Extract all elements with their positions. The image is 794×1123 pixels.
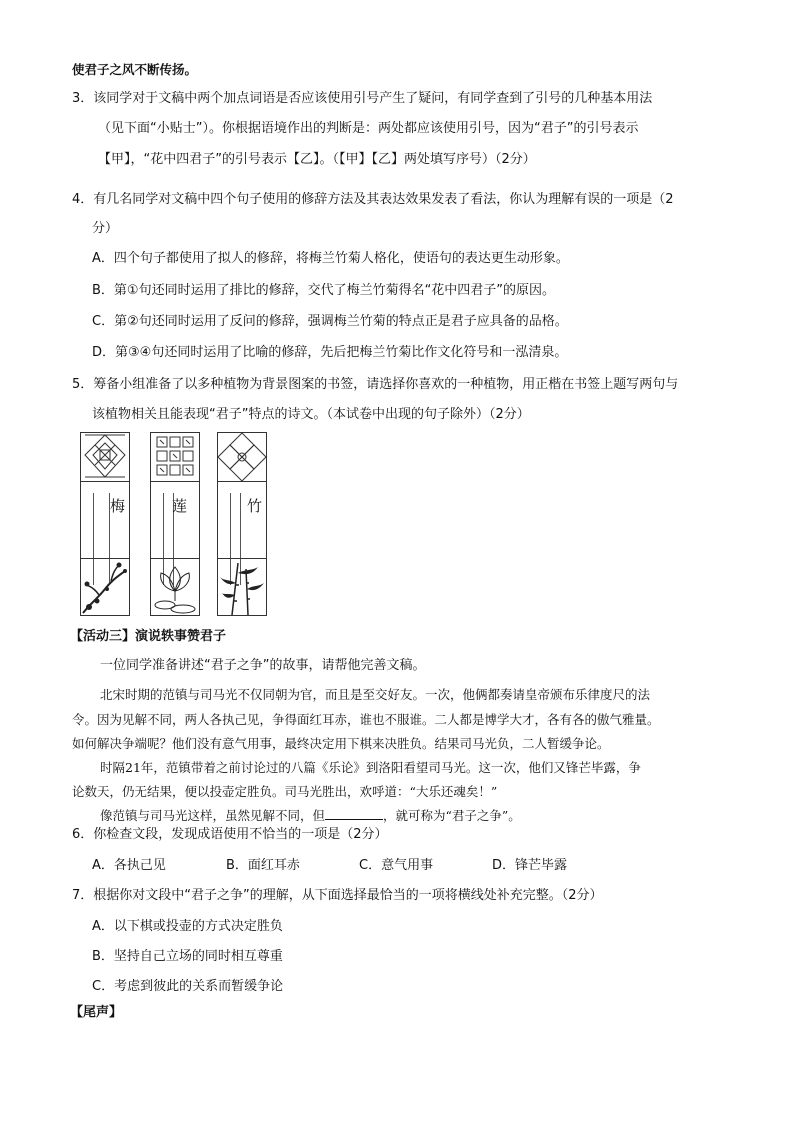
q6-option-a: A．各执己见 — [92, 858, 166, 873]
q6-option-d: D．锋芒毕露 — [492, 858, 568, 873]
story-line: 如何解决争端呢？他们没有意气用事，最终决定用下棋来决胜负。结果司马光负，二人暂缓争论。 — [72, 736, 610, 751]
bookmark-name: 莲 — [171, 497, 187, 515]
answer-blank[interactable] — [325, 807, 383, 820]
lotus-icon — [151, 558, 199, 615]
diamond-pattern-icon — [218, 433, 266, 482]
q3-line2: （见下面“小贴士”）。你根据语境作出的判断是：两处都应该使用引号，因为“君子”的引号表示 — [98, 121, 639, 136]
q4-line2: 分） — [92, 221, 119, 236]
story-line: 论数天，仍无结果，便以投壶定胜负。司马光胜出，欢呼道：“大乐还魂矣！” — [72, 784, 498, 799]
q5-line2: 该植物相关且能表现“君子”特点的诗文。（本试卷中出现的句子除外）（2分） — [92, 407, 530, 422]
story-blank-before: 像范镇与司马光这样，虽然见解不同，但 — [100, 808, 326, 823]
story-line: 令。因为见解不同，两人各执己见，争得面红耳赤，谁也不服谁。二人都是博学大才，各有各的傲气雅量。 — [72, 712, 660, 727]
activity3-heading: 【活动三】演说轶事赞君子 — [70, 629, 227, 644]
intro-tail: 使君子之风不断传扬。 — [72, 62, 198, 77]
q7-stem: 7．根据你对文段中“君子之争”的理解，从下面选择最恰当的一项将横线处补充完整。（2分） — [72, 888, 603, 903]
q7-option-b: B．坚持自己立场的同时相互尊重 — [92, 949, 283, 964]
bamboo-icon — [218, 558, 266, 615]
story-line-blank — [100, 807, 521, 825]
plum-blossom-icon — [81, 558, 129, 615]
q6-option-b: B．面红耳赤 — [226, 858, 300, 873]
q4-option-c: C．第②句还同时运用了反问的修辞，强调梅兰竹菊的特点正是君子应具备的品格。 — [92, 314, 568, 329]
lattice-pattern-icon — [81, 433, 129, 482]
epilogue-heading: 【尾声】 — [70, 1005, 123, 1020]
q6-option-c: C．意气用事 — [359, 858, 434, 873]
bookmark-name: 竹 — [246, 497, 262, 515]
q6-stem: 6．你检查文段，发现成语使用不恰当的一项是（2分） — [72, 827, 388, 842]
story-line: 时隔21年，范镇带着之前讨论过的八篇《乐论》到洛阳看望司马光。这一次，他们又锋芒毕露，争 — [100, 760, 641, 775]
bookmark-lotus — [150, 432, 200, 616]
story-blank-after: ，就可称为“君子之争”。 — [383, 808, 521, 823]
bookmark-name: 梅 — [109, 497, 125, 515]
q4-option-a: A．四个句子都使用了拟人的修辞，将梅兰竹菊人格化，使语句的表达更生动形象。 — [92, 251, 569, 266]
q4-line1: 4．有几名同学对文稿中四个句子使用的修辞方法及其表达效果发表了看法，你认为理解有误的一项是（2 — [72, 192, 674, 207]
q4-option-d: D．第③④句还同时运用了比喻的修辞，先后把梅兰竹菊比作文化符号和一泓清泉。 — [92, 345, 568, 360]
q3-line3: 【甲】，“花中四君子”的引号表示【乙】。（【甲】【乙】两处填写序号）（2分） — [98, 152, 536, 167]
q4-option-b: B．第①句还同时运用了排比的修辞，交代了梅兰竹菊得名“花中四君子”的原因。 — [92, 283, 556, 298]
bookmark-bamboo — [217, 432, 267, 616]
q7-option-a: A．以下棋或投壶的方式决定胜负 — [92, 919, 283, 934]
q7-option-c: C．考虑到彼此的关系而暂缓争论 — [92, 979, 284, 994]
activity3-intro: 一位同学准备讲述“君子之争”的故事，请帮他完善文稿。 — [100, 658, 426, 673]
bookmark-plum — [80, 432, 130, 616]
square-pattern-icon — [151, 433, 199, 482]
q5-line1: 5．筹备小组准备了以多种植物为背景图案的书签，请选择你喜欢的一种植物，用正楷在书签上题写两句与 — [72, 377, 679, 392]
story-line: 北宋时期的范镇与司马光不仅同朝为官，而且是至交好友。一次，他俩都奏请皇帝颁布乐律度尺的法 — [100, 687, 651, 702]
q3-line1: 3．该同学对于文稿中两个加点词语是否应该使用引号产生了疑问，有同学查到了引号的几种基本用法 — [72, 91, 653, 106]
